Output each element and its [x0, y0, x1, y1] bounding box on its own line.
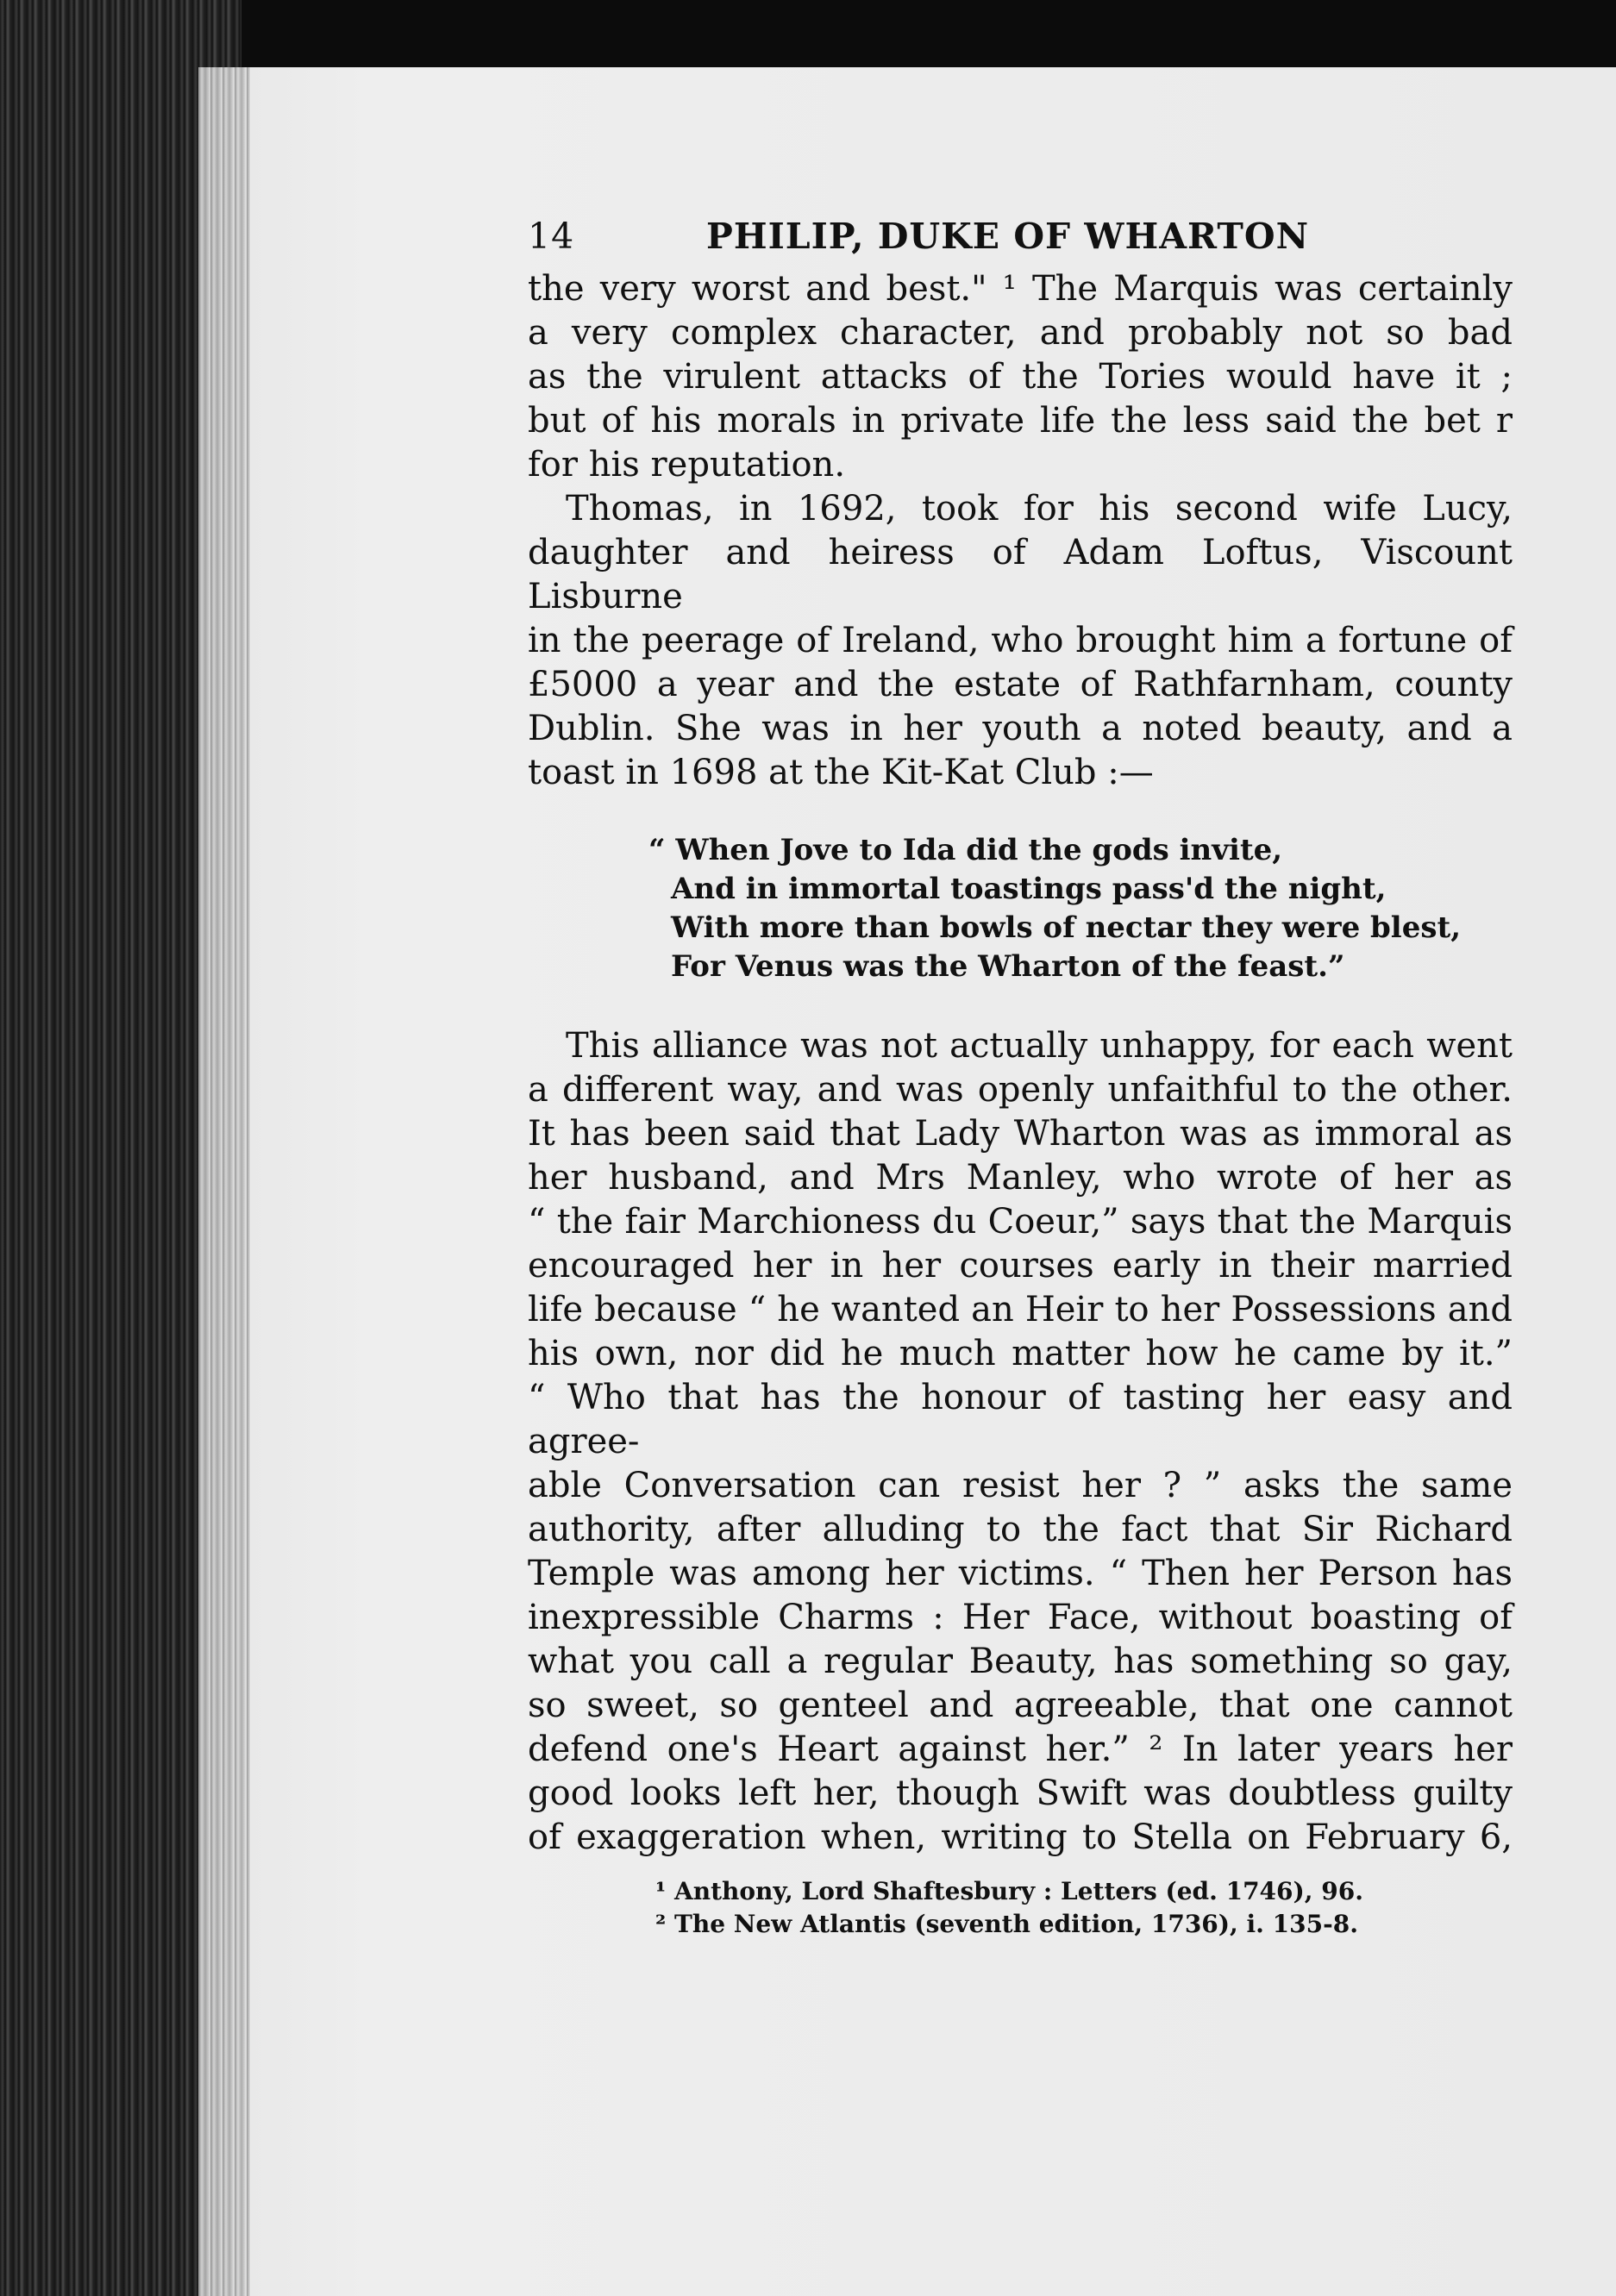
- text-line: able Conversation can resist her ? ” asks the same: [528, 1466, 1513, 1505]
- text-line: in the peerage of Ireland, who brought him a fortune of: [528, 621, 1513, 660]
- text-line: daughter and heiress of Adam Loftus, Viscount Lisburne: [528, 533, 1513, 616]
- text-line: “ the fair Marchioness du Coeur,” says that the Marquis: [528, 1202, 1513, 1242]
- text-line: the very worst and best." ¹ The Marquis was certainly: [528, 269, 1513, 309]
- text-line: as the virulent attacks of the Tories would have it ;: [528, 357, 1513, 397]
- text-line: “ Who that has the honour of tasting her easy and agree-: [528, 1378, 1513, 1461]
- text-line: what you call a regular Beauty, has something so gay,: [528, 1642, 1513, 1681]
- text-line: but of his morals in private life the less said the bet r: [528, 401, 1513, 441]
- text-line: toast in 1698 at the Kit-Kat Club :—: [528, 753, 1154, 792]
- verse-quote: [648, 831, 1513, 986]
- text-line: so sweet, so genteel and agreeable, that one cannot: [528, 1686, 1513, 1725]
- text-line: This alliance was not actually unhappy, for each went: [566, 1026, 1513, 1066]
- text-line: of exaggeration when, writing to Stella on February 6,: [528, 1817, 1513, 1857]
- verse-line: For Venus was the Wharton of the feast.”: [671, 949, 1345, 984]
- text-line: Thomas, in 1692, took for his second wife Lucy,: [566, 489, 1513, 529]
- text-line: life because “ he wanted an Heir to her Possessions and: [528, 1290, 1513, 1329]
- paragraph-3: [528, 1024, 1513, 1860]
- footnote-2: ² The New Atlantis (seventh edition, 1736), i. 135-8.: [655, 1910, 1358, 1938]
- page-number: 14: [528, 216, 575, 257]
- verse-line: With more than bowls of nectar they were blest,: [671, 910, 1462, 945]
- footnote-1: ¹ Anthony, Lord Shaftesbury : Letters (ed. 1746), 96.: [655, 1877, 1363, 1905]
- running-title: PHILIP, DUKE OF WHARTON: [706, 216, 1310, 257]
- verse-line: And in immortal toastings pass'd the night,: [671, 872, 1387, 906]
- text-line: good looks left her, though Swift was doubtless guilty: [528, 1774, 1513, 1813]
- text-line: a very complex character, and probably not so bad: [528, 313, 1513, 353]
- verse-line: “ When Jove to Ida did the gods invite,: [648, 833, 1283, 867]
- text-line: authority, after alluding to the fact that Sir Richard: [528, 1510, 1513, 1549]
- text-line: It has been said that Lady Wharton was as immoral as: [528, 1114, 1513, 1154]
- text-line: encouraged her in her courses early in their married: [528, 1246, 1513, 1286]
- page-text: [528, 207, 1513, 1941]
- footnotes: [528, 1875, 1513, 1941]
- text-line: his own, nor did he much matter how he came by it.”: [528, 1334, 1513, 1373]
- paragraph-1: [528, 267, 1513, 487]
- text-line: inexpressible Charms : Her Face, without boasting of: [528, 1598, 1513, 1637]
- text-line: Dublin. She was in her youth a noted beauty, and a: [528, 709, 1513, 748]
- text-line: for his reputation.: [528, 445, 846, 485]
- paragraph-2: [528, 487, 1513, 795]
- text-line: her husband, and Mrs Manley, who wrote of her as: [528, 1158, 1513, 1198]
- running-head: [528, 207, 1513, 267]
- text-line: defend one's Heart against her.” ² In later years her: [528, 1730, 1513, 1769]
- text-line: Temple was among her victims. “ Then her Person has: [528, 1554, 1513, 1593]
- text-line: £5000 a year and the estate of Rathfarnham, county: [528, 665, 1513, 704]
- text-line: a different way, and was openly unfaithful to the other.: [528, 1070, 1513, 1110]
- page-gutter-shadow: [198, 67, 250, 2296]
